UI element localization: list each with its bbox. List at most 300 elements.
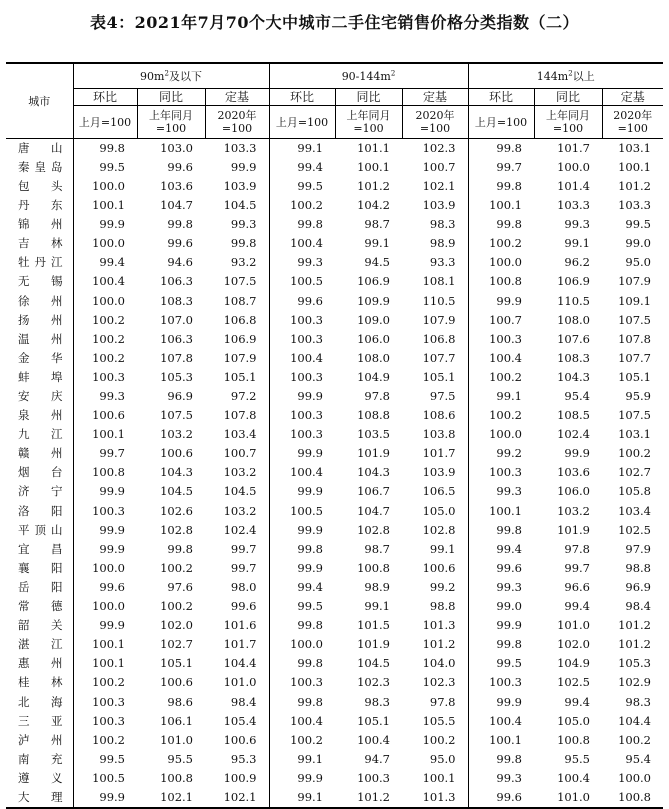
index-value: 100.9 [223,770,257,785]
table-row [6,196,663,215]
city-name: 平顶山 [18,522,63,537]
index-value: 100.7 [223,446,257,461]
index-value: 99.6 [230,599,257,614]
index-value: 104.3 [557,369,590,384]
city-name: 唐山 [18,140,63,155]
city-name: 无锡 [18,274,63,289]
index-value: 99.3 [468,578,534,597]
index-value: 102.1 [205,788,269,808]
index-value: 100.2 [618,732,651,747]
index-value: 108.5 [557,408,590,423]
index-value: 103.3 [618,198,651,213]
index-value: 106.0 [557,484,590,499]
index-value: 100.0 [73,177,137,196]
index-value: 100.4 [468,349,534,368]
index-value: 94.5 [364,255,390,270]
city-name: 泉州 [18,408,63,423]
index-value: 99.2 [429,579,456,594]
index-value: 99.9 [269,483,335,502]
index-value: 99.5 [73,750,137,769]
city-name: 金华 [18,350,63,365]
index-value: 110.5 [557,293,590,308]
index-value: 99.3 [269,254,335,273]
index-value: 103.2 [223,503,257,518]
table-row [6,177,663,196]
index-value: 105.1 [357,713,390,728]
index-value: 100.1 [468,196,534,215]
index-value: 100.5 [269,502,335,521]
index-value: 104.5 [223,484,257,499]
index-value: 100.7 [422,159,456,174]
index-value: 100.2 [468,406,534,425]
table-row [6,311,663,330]
index-value: 98.9 [429,236,456,251]
city-name: 韶关 [18,618,63,633]
index-value: 102.1 [137,788,205,808]
index-value: 103.3 [223,140,257,155]
index-value: 103.4 [223,427,257,442]
index-value: 99.7 [73,445,137,464]
index-value: 100.0 [557,159,590,174]
index-value: 108.0 [357,350,390,365]
table-row [6,292,663,311]
city-name: 襄阳 [18,560,63,575]
index-value: 102.0 [160,618,193,633]
index-value: 99.3 [564,217,590,232]
index-value: 100.7 [468,311,534,330]
index-value: 103.4 [618,503,651,518]
index-value: 103.9 [223,178,257,193]
index-value: 99.4 [468,540,534,559]
index-value: 103.0 [160,140,193,155]
table-row [6,406,663,425]
basis-yoy: 上年同月 =100 [534,106,602,139]
index-value: 97.5 [429,389,456,404]
city-name: 北海 [18,694,63,709]
index-value: 95.0 [625,255,651,270]
index-value: 107.8 [160,350,193,365]
index-value: 100.6 [160,675,193,690]
index-value: 101.3 [422,618,456,633]
index-value: 101.5 [357,618,390,633]
index-value: 102.4 [223,522,257,537]
table-row [6,750,663,769]
index-value: 100.0 [468,425,534,444]
index-value: 100.3 [468,464,534,483]
index-value: 104.3 [160,465,193,480]
index-value: 100.0 [73,559,137,578]
index-value: 107.6 [557,331,590,346]
index-value: 99.3 [230,217,257,232]
city-name: 济宁 [18,484,63,499]
index-value: 100.8 [357,560,390,575]
index-value: 99.9 [73,788,137,808]
index-value: 103.6 [557,465,590,480]
index-value: 98.9 [364,579,390,594]
table-row [6,387,663,406]
index-value: 100.1 [618,159,651,174]
index-value: 98.4 [625,599,651,614]
index-value: 99.5 [625,217,651,232]
index-value: 94.7 [364,751,390,766]
city-name: 扬州 [18,312,63,327]
index-value: 102.7 [160,637,193,652]
index-value: 99.7 [230,560,257,575]
index-value: 99.8 [468,750,534,769]
index-value: 109.0 [357,312,390,327]
index-value: 107.9 [618,274,651,289]
index-value: 100.0 [73,234,137,253]
index-value: 101.2 [618,178,651,193]
index-value: 100.1 [468,502,534,521]
index-value: 100.2 [160,560,193,575]
index-value: 100.3 [269,425,335,444]
index-value: 102.5 [557,675,590,690]
sub-header-fixed: 定基 [402,89,468,106]
index-value: 103.5 [357,427,390,442]
index-value: 95.0 [429,751,456,766]
index-value: 99.0 [625,236,651,251]
sub-header-yoy: 同比 [534,89,602,106]
index-value: 97.6 [167,579,193,594]
index-value: 108.8 [357,408,390,423]
group-header-large: $144m^2$以上 [468,63,663,89]
index-value: 99.6 [468,788,534,808]
index-value: 100.2 [468,368,534,387]
index-value: 103.1 [618,140,651,155]
index-value: 102.0 [557,637,590,652]
group-header-small: $90m^2$及以下 [73,63,269,89]
index-value: 107.7 [422,350,456,365]
index-value: 100.0 [618,770,651,785]
index-value: 99.9 [73,215,137,234]
index-value: 98.0 [230,579,257,594]
table-row [6,674,663,693]
index-value: 100.4 [557,770,590,785]
index-value: 107.5 [618,408,651,423]
basis-mom: 上月=100 [73,106,137,139]
index-value: 106.7 [357,484,390,499]
index-value: 106.0 [357,331,390,346]
index-value: 99.4 [564,599,590,614]
index-value: 99.3 [468,483,534,502]
index-value: 102.8 [160,522,193,537]
index-value: 102.4 [557,427,590,442]
index-value: 99.7 [468,158,534,177]
index-value: 99.5 [468,655,534,674]
city-name: 烟台 [18,465,63,480]
sub-header-yoy: 同比 [335,89,402,106]
index-value: 100.4 [269,349,335,368]
city-column-header: 城市 [6,63,73,139]
index-value: 102.7 [618,465,651,480]
index-value: 105.4 [223,713,257,728]
index-value: 101.2 [422,637,456,652]
index-value: 96.9 [625,579,651,594]
city-name: 桂林 [18,675,63,690]
table-row [6,273,663,292]
index-value: 100.4 [468,712,534,731]
index-value: 105.1 [422,369,456,384]
index-value: 107.7 [618,350,651,365]
index-value: 99.9 [230,159,257,174]
index-value: 98.8 [625,560,651,575]
index-value: 98.4 [230,694,257,709]
index-value: 99.8 [269,215,335,234]
index-value: 101.3 [402,788,468,808]
index-value: 100.6 [422,560,456,575]
basis-fixed: 2020年 =100 [402,106,468,139]
index-value: 101.9 [557,522,590,537]
index-value: 107.8 [223,408,257,423]
table-row [6,559,663,578]
index-value: 98.3 [429,217,456,232]
city-name: 遵义 [18,770,63,785]
index-value: 100.6 [73,406,137,425]
index-value: 100.2 [422,732,456,747]
index-value: 99.2 [468,445,534,464]
index-value: 101.4 [557,178,590,193]
index-value: 99.5 [73,158,137,177]
index-value: 97.9 [625,541,651,556]
city-name: 徐州 [18,293,63,308]
index-value: 101.9 [357,446,390,461]
index-value: 100.1 [468,731,534,750]
index-value: 106.8 [223,312,257,327]
index-value: 101.2 [618,637,651,652]
index-value: 98.8 [429,599,456,614]
index-value: 104.4 [223,656,257,671]
index-value: 100.8 [602,788,663,808]
index-value: 100.2 [618,446,651,461]
sub-header-yoy: 同比 [137,89,205,106]
index-value: 98.3 [625,694,651,709]
city-name: 大理 [6,788,73,808]
table-row [6,578,663,597]
index-value: 100.3 [73,368,137,387]
index-value: 100.0 [73,597,137,616]
sub-header-fixed: 定基 [205,89,269,106]
group-header-medium: $90-144m^2$ [269,63,468,89]
index-value: 109.1 [618,293,651,308]
index-value: 107.5 [160,408,193,423]
basis-fixed: 2020年 =100 [205,106,269,139]
index-value: 100.2 [73,311,137,330]
index-value: 101.2 [618,618,651,633]
index-value: 100.0 [269,635,335,654]
index-value: 100.0 [468,254,534,273]
basis-yoy: 上年同月 =100 [137,106,205,139]
index-value: 100.3 [73,502,137,521]
price-index-table [6,62,663,809]
index-value: 100.8 [468,273,534,292]
index-value: 100.2 [73,330,137,349]
index-value: 103.9 [422,465,456,480]
sub-header-mom: 环比 [73,89,137,106]
index-value: 99.6 [73,578,137,597]
index-value: 104.5 [223,198,257,213]
sub-header-fixed: 定基 [602,89,663,106]
index-value: 101.9 [357,637,390,652]
index-value: 108.3 [160,293,193,308]
index-value: 101.7 [422,446,456,461]
index-value: 100.3 [269,311,335,330]
index-value: 107.9 [223,350,257,365]
basis-header-row [6,106,663,139]
index-value: 96.9 [167,389,193,404]
table-row [6,693,663,712]
index-value: 99.9 [269,445,335,464]
index-value: 105.0 [557,713,590,728]
index-value: 99.1 [364,599,390,614]
index-value: 100.3 [269,406,335,425]
sub-header-row [6,89,663,106]
index-value: 99.8 [167,217,193,232]
sub-header-mom: 环比 [269,89,335,106]
index-value: 104.5 [160,484,193,499]
index-value: 95.9 [625,389,651,404]
index-value: 99.9 [269,387,335,406]
table-row [6,635,663,654]
index-value: 99.1 [364,236,390,251]
table-row [6,712,663,731]
index-value: 99.8 [73,139,137,159]
city-name: 包头 [18,178,63,193]
index-value: 105.5 [422,713,456,728]
index-value: 102.5 [618,522,651,537]
city-name: 宜昌 [18,541,63,556]
index-value: 104.5 [357,656,390,671]
index-value: 100.3 [73,712,137,731]
city-name: 岳阳 [18,579,63,594]
index-value: 100.3 [269,674,335,693]
index-value: 99.8 [269,616,335,635]
index-value: 99.9 [564,446,590,461]
city-name: 牡丹江 [18,255,63,270]
index-value: 103.1 [618,427,651,442]
table-row [6,445,663,464]
index-value: 99.1 [564,236,590,251]
index-value: 100.1 [73,425,137,444]
index-value: 95.4 [564,389,590,404]
index-value: 104.9 [357,369,390,384]
index-value: 105.1 [160,656,193,671]
index-value: 99.8 [468,215,534,234]
index-value: 108.7 [223,293,257,308]
index-value: 108.0 [557,312,590,327]
index-value: 101.0 [223,675,257,690]
index-value: 100.3 [468,330,534,349]
city-name: 常德 [18,599,63,614]
basis-mom: 上月=100 [468,106,534,139]
index-value: 107.0 [160,312,193,327]
index-value: 99.7 [564,560,590,575]
index-value: 99.1 [269,139,335,159]
table-row [6,521,663,540]
index-value: 100.3 [357,770,390,785]
index-value: 104.7 [357,503,390,518]
index-value: 99.8 [230,236,257,251]
index-value: 105.1 [618,369,651,384]
index-value: 99.9 [73,483,137,502]
city-name: 九江 [18,427,63,442]
index-value: 102.8 [422,522,456,537]
index-value: 100.1 [422,770,456,785]
index-value: 101.2 [357,178,390,193]
index-value: 101.6 [223,618,257,633]
index-value: 100.2 [73,731,137,750]
index-value: 100.2 [73,674,137,693]
index-value: 102.3 [422,675,456,690]
table-row [6,597,663,616]
table-row [6,769,663,788]
city-name: 吉林 [18,236,63,251]
city-name: 泸州 [18,732,63,747]
index-value: 100.4 [73,273,137,292]
index-value: 100.6 [160,446,193,461]
index-value: 106.3 [160,274,193,289]
city-name: 赣州 [18,446,63,461]
index-value: 100.3 [73,693,137,712]
table-row [6,464,663,483]
index-value: 106.1 [160,713,193,728]
index-value: 97.8 [429,694,456,709]
table-row [6,483,663,502]
index-value: 105.1 [223,369,257,384]
basis-yoy: 上年同月 =100 [335,106,402,139]
city-name: 蚌埠 [18,369,63,384]
index-value: 103.2 [223,465,257,480]
index-value: 99.4 [564,694,590,709]
index-value: 100.8 [73,464,137,483]
index-value: 107.5 [223,274,257,289]
index-value: 100.8 [557,732,590,747]
index-value: 100.2 [468,234,534,253]
index-value: 110.5 [422,293,456,308]
index-value: 93.3 [429,255,456,270]
index-value: 100.1 [357,159,390,174]
index-value: 108.6 [422,408,456,423]
index-value: 99.9 [73,540,137,559]
index-value: 95.4 [625,751,651,766]
index-value: 106.5 [422,484,456,499]
city-name: 惠州 [18,656,63,671]
index-value: 100.1 [73,635,137,654]
index-value: 103.3 [557,198,590,213]
table-row [6,158,663,177]
table-row [6,655,663,674]
index-value: 100.2 [269,196,335,215]
index-value: 105.3 [618,656,651,671]
index-value: 103.2 [557,503,590,518]
index-value: 102.1 [422,178,456,193]
city-name: 锦州 [18,217,63,232]
index-value: 102.8 [357,522,390,537]
city-name: 湛江 [18,637,63,652]
index-value: 104.9 [557,656,590,671]
index-value: 106.3 [160,331,193,346]
index-value: 99.6 [269,292,335,311]
table-title: 表4：2021年7月70个大中城市二手住宅销售价格分类指数（二） [89,13,580,32]
index-value: 100.0 [73,292,137,311]
index-value: 102.9 [618,675,651,690]
index-value: 99.8 [468,635,534,654]
index-value: 99.1 [468,387,534,406]
index-value: 98.7 [364,217,390,232]
index-value: 100.4 [269,234,335,253]
index-value: 109.9 [357,293,390,308]
index-value: 100.4 [269,712,335,731]
